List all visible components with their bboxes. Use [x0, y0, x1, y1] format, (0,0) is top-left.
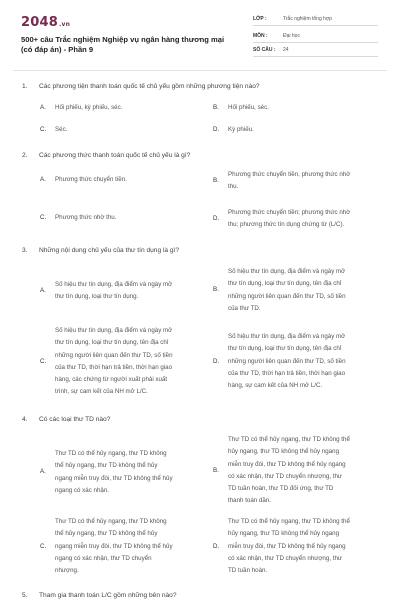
option-text-line: Số hiệu thư tín dụng, địa điểm và ngày mở	[55, 281, 173, 288]
option-text-line: Hối phiếu, séc.	[228, 104, 269, 111]
question-number: 1.	[22, 83, 28, 90]
answer-option-a[interactable]	[40, 279, 205, 304]
option-text-line: Số hiệu thư tín dụng, địa điểm và ngày mở	[228, 268, 346, 275]
meta-subject-row	[253, 30, 378, 43]
answer-option-b[interactable]	[213, 266, 378, 315]
question-text: Có các loại thư TD nào?	[39, 416, 111, 423]
option-text	[55, 279, 172, 304]
answer-option-b[interactable]	[213, 102, 373, 114]
option-text	[55, 325, 173, 399]
option-letter: A.	[40, 287, 46, 295]
question-number: 2.	[22, 152, 28, 159]
header-divider	[13, 70, 387, 71]
answer-option-d[interactable]	[213, 124, 373, 136]
question-number: 5.	[22, 592, 28, 599]
option-text-line: ngang miễn truy đòi, thư TD không thể hủy	[55, 542, 173, 550]
meta-label: LỚP :	[253, 16, 267, 22]
option-text	[228, 331, 346, 392]
meta-class-row	[253, 13, 378, 26]
option-text-line: có xác nhận, thư TD chuyển nhượng, thư	[228, 472, 343, 480]
option-letter: B.	[213, 466, 219, 474]
option-text-line: trình, sự cam kết của NH mở L/C.	[55, 388, 148, 396]
option-letter: C.	[40, 214, 47, 221]
meta-value: Đại học	[283, 33, 300, 39]
option-text-line: có xác nhận, thư TD chuyển nhượng, thư	[228, 554, 343, 562]
option-text	[228, 169, 350, 194]
meta-value: 24	[283, 47, 289, 53]
option-text-line: TD tuần hoàn, thư TD đối ứng, thư TD	[228, 485, 334, 493]
option-letter: A.	[40, 104, 46, 111]
option-text-line: thư tín dụng, loại thư tín dụng, tên địa chỉ	[228, 345, 342, 353]
answer-option-d[interactable]	[213, 331, 378, 393]
option-text-line: Hối phiếu, kỳ phiếu, séc.	[55, 104, 123, 111]
option-text	[228, 124, 254, 136]
option-text-line: Thư TD có thể hủy ngang, thư TD không	[55, 450, 167, 457]
question-number: 4.	[22, 416, 28, 423]
option-text-line: thư tín dụng, loại thư tín dụng, tên địa chỉ	[228, 280, 342, 288]
option-text-line: Séc.	[55, 126, 68, 133]
logo-text: 2048	[21, 15, 58, 30]
option-text-line: Thư TD có thể hủy ngang, thư TD không thể	[228, 518, 350, 525]
option-letter: D.	[213, 357, 220, 365]
answer-option-c[interactable]	[40, 212, 200, 224]
option-text-line: Kỳ phiếu.	[228, 126, 254, 133]
meta-label: MÔN :	[253, 33, 268, 39]
option-text-line: hàng, sự cam kết của NH mở L/C.	[228, 382, 323, 390]
document-title: 500+ câu Trắc nghiệm Nghiệp vụ ngân hàng thương mại (có đáp án) - Phần 9	[21, 35, 225, 54]
option-text-line: nhượng.	[55, 567, 79, 575]
meta-value: Trắc nghiệm tổng hợp	[283, 16, 332, 22]
option-text-line: thể hủy ngang, thư TD không thể hủy	[55, 462, 158, 470]
option-text	[228, 516, 350, 577]
option-letter: A.	[40, 468, 46, 476]
answer-option-b[interactable]	[213, 169, 373, 194]
option-letter: D.	[213, 542, 220, 550]
logo-suffix: .vn	[58, 21, 71, 28]
option-text-line: Thư TD có thể hủy ngang, thư TD không	[55, 518, 167, 525]
option-letter: D.	[213, 126, 220, 133]
option-letter: D.	[213, 215, 220, 223]
answer-option-a[interactable]	[40, 174, 200, 186]
answer-option-c[interactable]	[40, 124, 200, 136]
option-text	[55, 174, 127, 186]
question-number: 3.	[22, 247, 28, 254]
answer-option-b[interactable]	[213, 434, 378, 508]
option-text-line: Số hiệu thư tín dụng, địa điểm và ngày mở	[228, 333, 346, 340]
meta-label: SỐ CÂU :	[253, 47, 276, 53]
option-text-line: ngang miễn truy đòi, thư TD không thể hủy	[55, 474, 173, 482]
option-text	[228, 434, 350, 508]
option-text	[55, 102, 122, 114]
answer-option-c[interactable]	[40, 325, 205, 399]
option-text-line: thể hủy ngang, thư TD không thể hủy	[55, 530, 158, 538]
question-text: Những nội dung chủ yếu của thư tín dụng là gì?	[39, 247, 180, 254]
option-text-line: những người liên quan đến thư TD, số tiền	[55, 351, 173, 359]
option-text-line: Phương thức chuyển tiền, phương thức nhờ	[228, 171, 351, 178]
option-text	[55, 448, 173, 497]
option-text	[228, 266, 346, 315]
option-letter: C.	[40, 542, 47, 550]
answer-option-c[interactable]	[40, 516, 205, 578]
option-text-line: hủy ngang, thư TD không thể hủy ngang	[228, 530, 340, 538]
option-text-line: của thư TD, thời hạn trả tiền, thời hạn giao	[228, 369, 346, 377]
question-text: Tham gia thanh toán L/C gồm những bên nào?	[39, 592, 177, 599]
option-text-line: thu; phương thức tín dụng chứng từ (L/C).	[228, 221, 345, 229]
meta-count-row	[253, 44, 378, 57]
option-letter: B.	[213, 286, 219, 294]
answer-option-a[interactable]	[40, 102, 200, 114]
option-text-line: ngang có xác nhận.	[55, 486, 110, 494]
option-text-line: của thư TD, thời hạn trả tiền, thời hạn giao	[55, 363, 173, 371]
option-text-line: Thư TD có thể hủy ngang, thư TD không thể	[228, 436, 350, 443]
option-text	[55, 516, 173, 577]
option-text-line: những người liên quan đến thư TD, số tiền	[228, 357, 346, 365]
option-text-line: của thư TD.	[228, 304, 261, 312]
option-letter: C.	[40, 126, 47, 133]
option-text-line: thư tín dụng, loại thư tín dụng.	[55, 293, 139, 301]
option-text-line: miễn truy đòi, thư TD không thể hủy ngang	[228, 460, 346, 468]
option-letter: C.	[40, 357, 47, 365]
option-text-line: Phương thức chuyển tiền; phương thức nhờ	[228, 209, 351, 216]
answer-option-d[interactable]	[213, 516, 378, 578]
option-text-line: hủy ngang, thư TD không thể hủy ngang	[228, 448, 340, 456]
question-text: Các phương tiện thanh toán quốc tế chủ yếu gồm những phương tiện nào?	[39, 83, 260, 90]
option-text-line: những người liên quan đến thư TD, số tiền	[228, 292, 346, 300]
option-text-line: Phương thức chuyển tiền.	[55, 176, 127, 183]
option-text	[228, 102, 269, 114]
option-text-line: hàng, các chứng từ người xuất phải xuất	[55, 376, 168, 384]
document-header	[0, 0, 400, 66]
option-text	[55, 212, 116, 224]
option-text-line: thanh toán dần.	[228, 497, 272, 505]
option-letter: A.	[40, 176, 46, 183]
answer-option-a[interactable]	[40, 448, 205, 497]
option-text-line: TD tuần hoàn.	[228, 567, 268, 575]
site-logo[interactable]	[21, 15, 70, 30]
answer-option-d[interactable]	[213, 207, 373, 232]
option-text	[228, 207, 350, 232]
option-text-line: Số hiệu thư tín dụng, địa điểm và ngày mở	[55, 327, 173, 334]
option-text-line: thu.	[228, 183, 239, 191]
option-text-line: ngang có xác nhận, thư TD chuyển	[55, 554, 152, 562]
option-text-line: miễn truy đòi, thư TD không thể hủy ngang	[228, 542, 346, 550]
option-letter: B.	[213, 177, 219, 185]
question-text: Các phương thức thanh toán quốc tế chủ yếu là gì?	[39, 152, 191, 159]
option-text-line: Phương thức nhờ thu.	[55, 214, 117, 221]
option-text	[55, 124, 67, 136]
option-letter: B.	[213, 104, 219, 111]
option-text-line: thư tín dụng, loại thư tín dụng, tên địa chỉ	[55, 339, 169, 347]
